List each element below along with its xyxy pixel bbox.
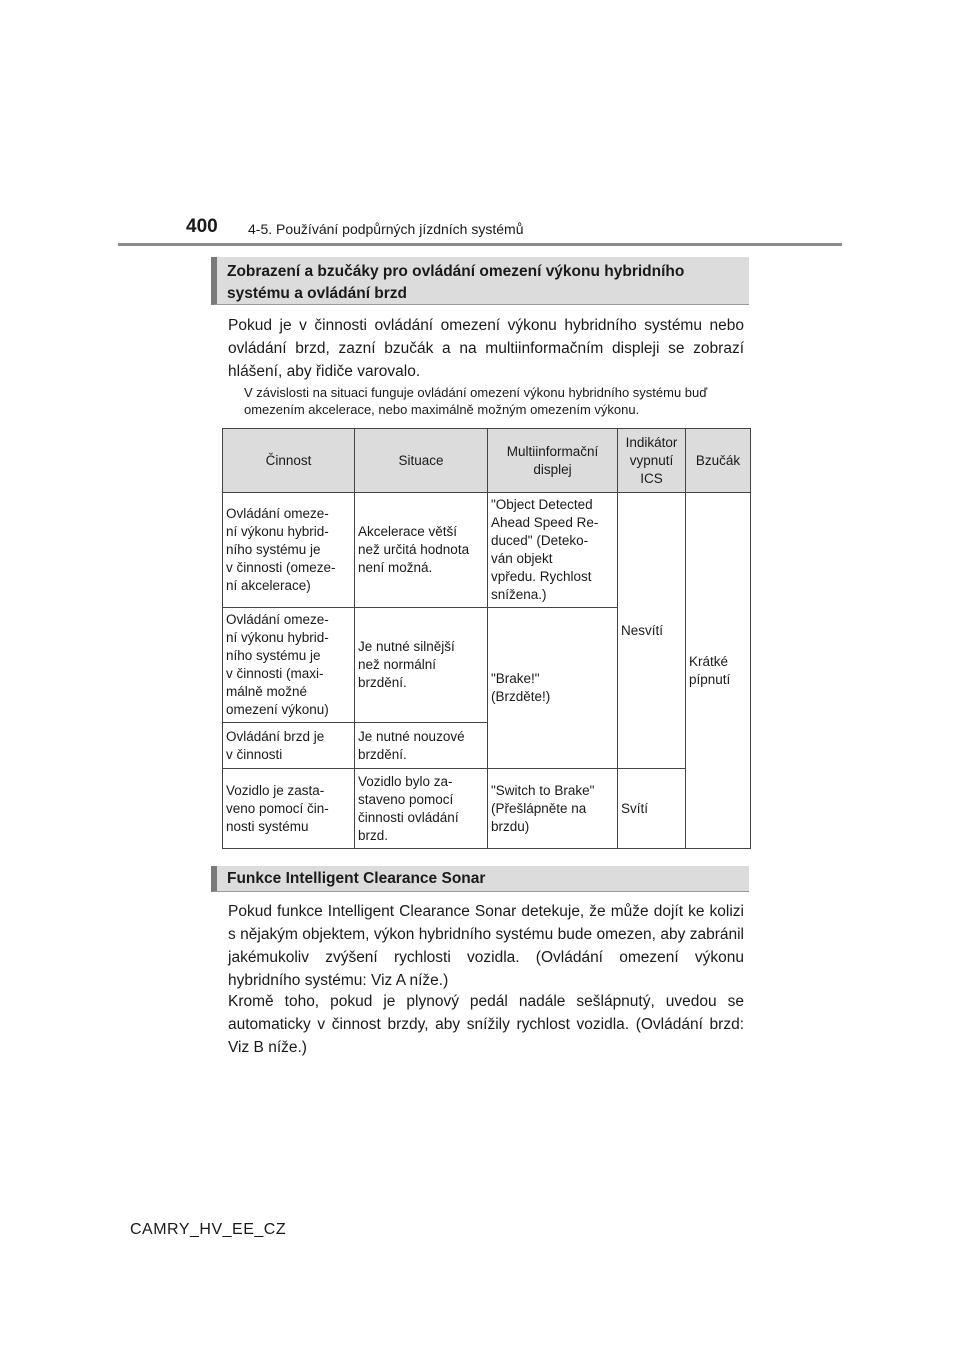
table-row — [223, 493, 751, 608]
table-row — [223, 769, 751, 849]
page-number: 400 — [186, 216, 218, 237]
section-heading-sonar: Funkce Intelligent Clearance Sonar — [211, 866, 749, 892]
cell-situace: Akcelerace větší než určitá hodnota není možná. — [355, 493, 488, 608]
cell-cinnost: Ovládání omeze- ní výkonu hybrid- ního systému je v činnosti (omeze- ní akcelerace) — [223, 493, 355, 608]
control-table — [222, 428, 751, 849]
cell-brake-display: "Brake!" (Brzděte!) — [488, 608, 618, 769]
table-header-row — [223, 429, 751, 493]
chapter-title: 4-5. Používání podpůrných jízdních systémů — [248, 221, 524, 237]
sonar-paragraph-2: Kromě toho, pokud je plynový pedál nadále sešlápnutý, uvedou se automaticky v činnost brzdy, aby snížily rychlost vozidla. (Ovládání brzd: Viz B níže.) — [228, 993, 744, 1056]
header-displej: Multiinformační displej — [488, 429, 618, 493]
section-heading-displays-buzzers: Zobrazení a bzučáky pro ovládání omezení výkonu hybridního systému a ovládání brzd — [211, 257, 749, 305]
header-cinnost: Činnost — [223, 429, 355, 493]
sonar-paragraph-1: Pokud funkce Intelligent Clearance Sonar detekuje, že může dojít ke kolizi s nějakým objektem, výkon hybridního systému bude omezen, aby zabránil jakémukoliv zvýšení rychlosti vozidla. (Ovládání omezení výkonu hybridního systému: Viz A níže.) — [228, 903, 744, 989]
cell-situace: Je nutné nouzové brzdění. — [355, 723, 488, 769]
cell-displej: "Object Detected Ahead Speed Re- duced" (Deteko- ván objekt vpředu. Rychlost snížena.) — [488, 493, 618, 608]
header-indikator: Indikátor vypnutí ICS — [618, 429, 686, 493]
cell-displej: "Switch to Brake" (Přešlápněte na brzdu) — [488, 769, 618, 849]
cell-indicator-on: Svítí — [618, 769, 686, 849]
cell-situace: Je nutné silnější než normální brzdění. — [355, 608, 488, 723]
cell-cinnost: Ovládání omeze- ní výkonu hybrid- ního systému je v činnosti (maxi- málně možné omezení výkonu) — [223, 608, 355, 723]
cell-situace: Vozidlo bylo za- staveno pomocí činnosti ovládání brzd. — [355, 769, 488, 849]
document-code: CAMRY_HV_EE_CZ — [130, 1221, 287, 1238]
header-bzucak: Bzučák — [686, 429, 751, 493]
header-divider — [118, 243, 842, 246]
intro-paragraph: Pokud je v činnosti ovládání omezení výkonu hybridního systému nebo ovládání brzd, zazní bzučák a na multiinformačním displeji se zobrazí hlášení, aby řidiče varovalo. — [228, 317, 744, 380]
cell-buzzer: Krátké pípnutí — [686, 493, 751, 849]
cell-cinnost: Vozidlo je zasta- veno pomocí čin- nosti systému — [223, 769, 355, 849]
header-situace: Situace — [355, 429, 488, 493]
cell-indicator-off: Nesvítí — [618, 493, 686, 769]
note-paragraph: V závislosti na situaci funguje ovládání omezení výkonu hybridního systému buď omezením akcelerace, nebo maximálně možným omezením výkonu. — [244, 385, 708, 417]
cell-cinnost: Ovládání brzd je v činnosti — [223, 723, 355, 769]
